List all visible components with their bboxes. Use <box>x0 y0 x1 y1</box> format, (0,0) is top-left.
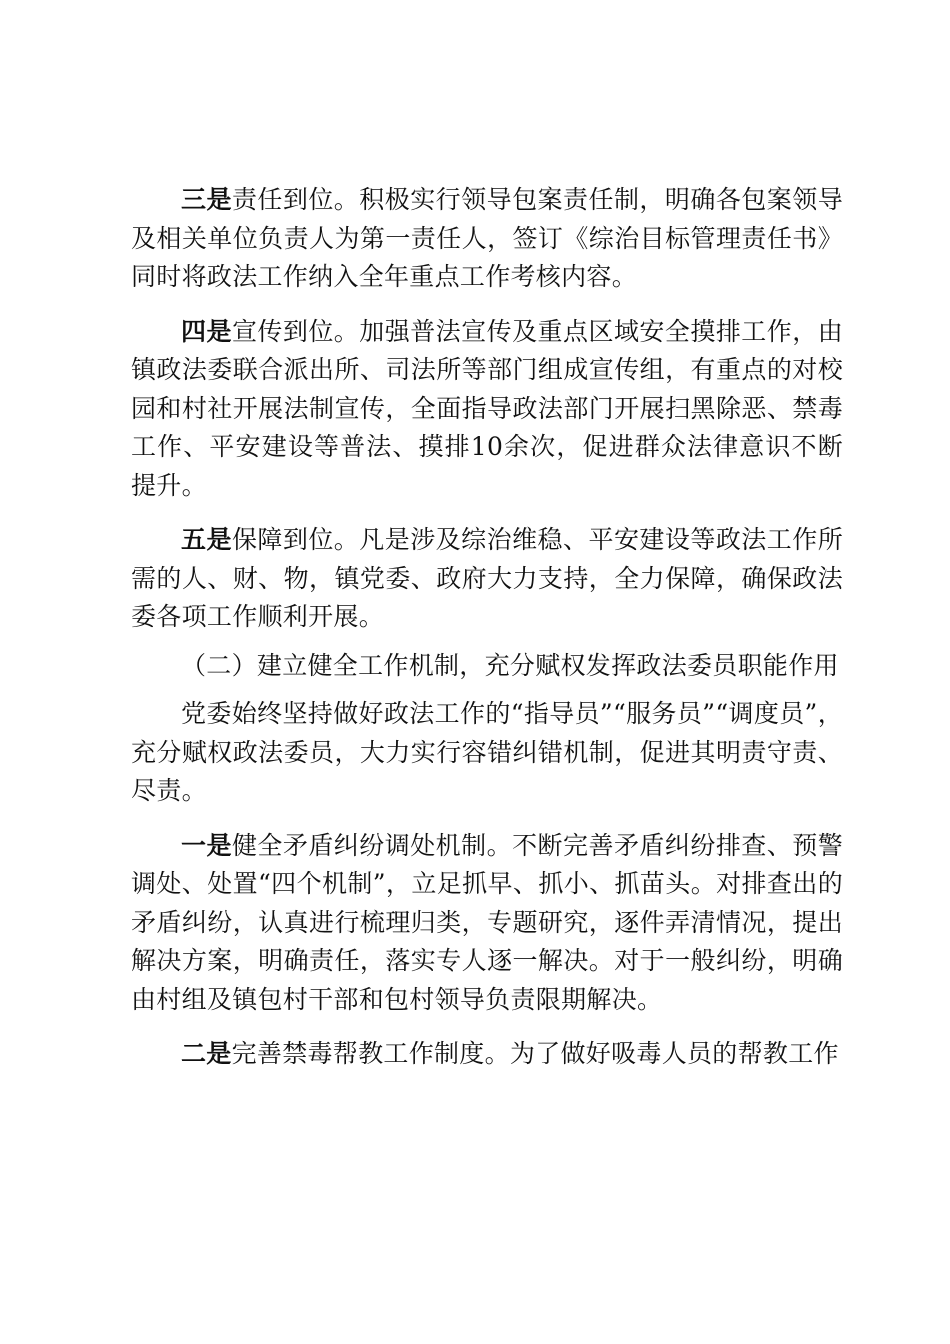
paragraph-drug-rehab <box>131 1035 843 1074</box>
paragraph-guarantee <box>131 521 843 637</box>
section-heading-text: （二）建立健全工作机制，充分赋权发挥政法委员职能作用 <box>181 650 839 680</box>
paragraph-party-committee <box>131 695 843 811</box>
paragraph-lead: 一是 <box>181 830 232 860</box>
document-body <box>131 181 843 1074</box>
section-heading <box>131 647 843 686</box>
paragraph-text: 责任到位。积极实行领导包案责任制，明确各包案领导及相关单位负责人为第一责任人，签订《综治目标管理责任书》同时将政法工作纳入全年重点工作考核内容。 <box>131 185 843 291</box>
paragraph-publicity <box>131 313 843 506</box>
paragraph-lead: 四是 <box>181 316 232 346</box>
paragraph-text: 完善禁毒帮教工作制度。为了做好吸毒人员的帮教工作 <box>231 1039 839 1068</box>
paragraph-lead: 二是 <box>181 1039 232 1068</box>
paragraph-text: 保障到位。凡是涉及综治维稳、平安建设等政法工作所需的人、财、物，镇党委、政府大力支持，全力保障，确保政法委各项工作顺利开展。 <box>131 525 843 631</box>
paragraph-text: 党委始终坚持做好政法工作的“指导员”“服务员”“调度员”，充分赋权政法委员，大力实行容错纠错机制，促进其明责守责、尽责。 <box>131 699 843 805</box>
paragraph-text: 健全矛盾纠纷调处机制。不断完善矛盾纠纷排查、预警调处、处置“四个机制”，立足抓早、抓小、抓苗头。对排查出的矛盾纠纷，认真进行梳理归类，专题研究，逐件弄清情况，提出解决方案，明确责任，落实专人逐一解决。对于一般纠纷，明确由村组及镇包村干部和包村领导负责限期解决。 <box>131 830 843 1014</box>
paragraph-text: 宣传到位。加强普法宣传及重点区域安全摸排工作，由镇政法委联合派出所、司法所等部门组成宣传组，有重点的对校园和村社开展法制宣传，全面指导政法部门开展扫黑除恶、禁毒工作、平安建设等普法、摸排10余次，促进群众法律意识不断提升。 <box>131 316 843 500</box>
paragraph-lead: 三是 <box>181 185 232 214</box>
paragraph-responsibility <box>131 181 843 297</box>
paragraph-dispute-mechanism <box>131 827 843 1020</box>
paragraph-lead: 五是 <box>181 525 232 554</box>
